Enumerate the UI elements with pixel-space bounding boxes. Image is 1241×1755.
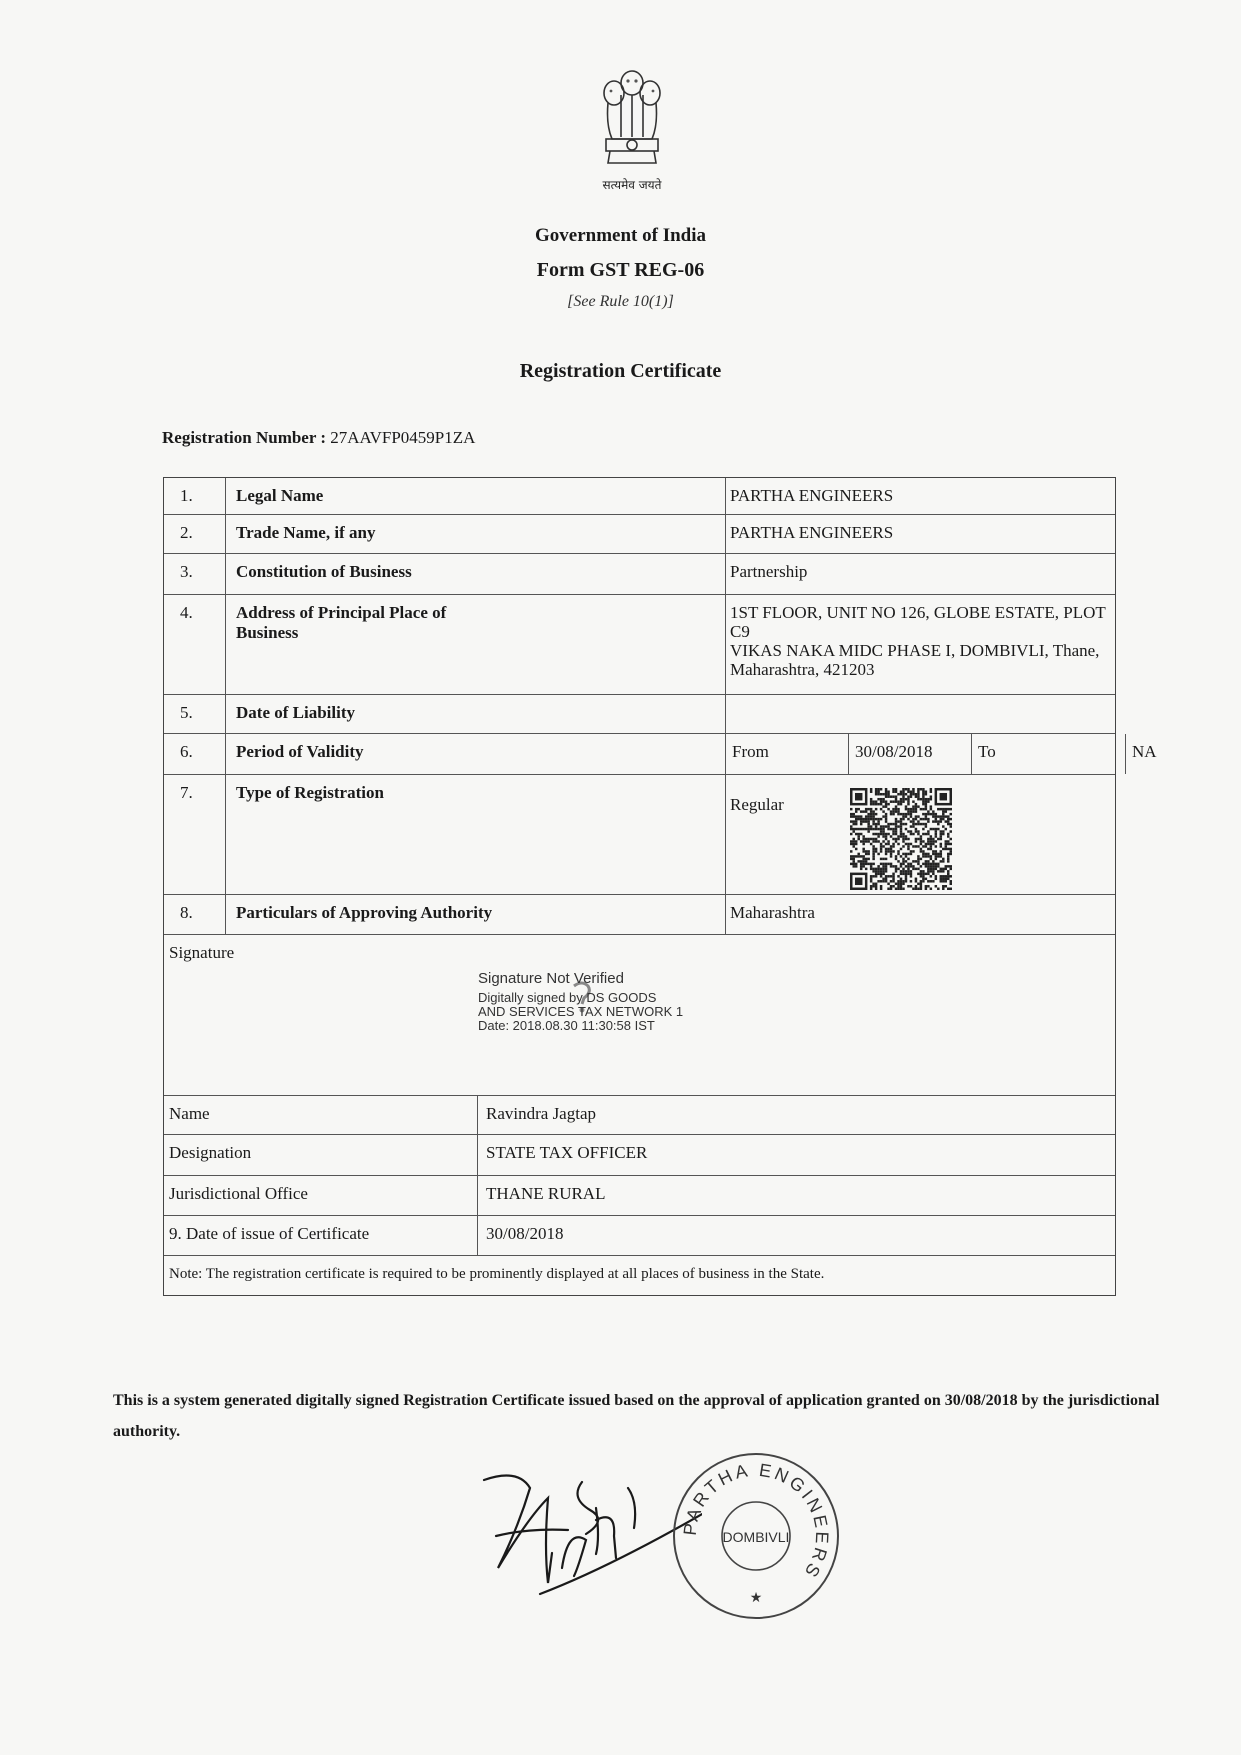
signed-by-line: Digitally signed by DS GOODS — [478, 990, 657, 1005]
row-number: 8. — [164, 895, 226, 934]
table-row — [164, 595, 1115, 695]
form-title: Form GST REG-06 — [536, 259, 705, 281]
constitution-label: Constitution of Business — [226, 554, 726, 594]
table-row — [164, 895, 1115, 935]
designation-value: STATE TAX OFFICER — [486, 1143, 648, 1162]
signature-label: Signature — [169, 943, 235, 962]
government-heading: Government of India — [535, 225, 706, 246]
validity-to-date: NA — [1132, 742, 1157, 761]
registration-type-label: Type of Registration — [226, 775, 726, 894]
issue-date-label: 9. Date of issue of Certificate — [164, 1216, 478, 1255]
registration-number-value: 27AAVFP0459P1ZA — [330, 428, 476, 447]
officer-name-label: Name — [164, 1096, 478, 1134]
stamp-star-icon: ★ — [749, 1591, 763, 1606]
stamp-ring-text: PARTHA ENGINEERS — [679, 1459, 833, 1583]
designation-label: Designation — [164, 1135, 478, 1175]
legal-name-value: PARTHA ENGINEERS — [730, 486, 894, 505]
legal-name-label: Legal Name — [226, 478, 726, 514]
table-row — [164, 478, 1115, 515]
approving-authority-label: Particulars of Approving Authority — [226, 895, 726, 934]
address-label — [226, 595, 726, 694]
table-row — [164, 775, 1115, 895]
registration-number-label: Registration Number : — [162, 428, 326, 447]
table-row — [164, 1096, 1115, 1135]
table-row — [164, 1176, 1115, 1216]
row-number: 7. — [164, 775, 226, 894]
row-number: 3. — [164, 554, 226, 594]
address-line: VIKAS NAKA MIDC PHASE I, DOMBIVLI, Thane, — [730, 641, 1100, 660]
row-number: 6. — [164, 734, 226, 774]
table-row — [164, 695, 1115, 734]
national-emblem-icon — [594, 65, 670, 173]
officer-name-value: Ravindra Jagtap — [486, 1104, 596, 1123]
table-row — [164, 1216, 1115, 1256]
address-line: 1ST FLOOR, UNIT NO 126, GLOBE ESTATE, PLOT C9 — [730, 603, 1106, 641]
trade-name-value: PARTHA ENGINEERS — [730, 523, 894, 542]
rule-reference: [See Rule 10(1)] — [567, 293, 674, 310]
table-row — [164, 1135, 1115, 1176]
validity-from-date: 30/08/2018 — [849, 734, 972, 774]
system-generated-note: This is a system generated digitally signed Registration Certificate issued based on the approval of application granted on 30/08/2018 by the jurisdictional authority. — [113, 1392, 1160, 1440]
row-number: 4. — [164, 595, 226, 694]
table-row — [164, 734, 1157, 775]
table-row — [164, 1256, 1115, 1295]
registration-table — [163, 477, 1157, 1296]
address-label-line: Address of Principal Place of — [236, 603, 447, 622]
jurisdictional-office-value: THANE RURAL — [486, 1184, 606, 1203]
table-row — [164, 554, 1115, 595]
qr-code-icon[interactable] — [850, 788, 952, 890]
stamp-center-text: DOMBIVLI — [722, 1529, 790, 1545]
date-of-liability-label: Date of Liability — [226, 695, 726, 733]
validity-to-label: To — [972, 734, 1126, 774]
row-number: 2. — [164, 515, 226, 553]
table-row — [164, 515, 1115, 554]
trade-name-label: Trade Name, if any — [226, 515, 726, 553]
constitution-value: Partnership — [730, 562, 808, 581]
signature-status: Signature Not Verified — [478, 970, 624, 987]
certificate-title: Registration Certificate — [519, 360, 722, 382]
issue-date-value: 30/08/2018 — [486, 1224, 564, 1243]
registration-number-line — [162, 428, 475, 448]
address-line: Maharashtra, 421203 — [730, 660, 875, 679]
svg-text:PARTHA ENGINEERS — [680, 1460, 833, 1583]
approving-authority-value: Maharashtra — [730, 903, 815, 922]
row-number: 5. — [164, 695, 226, 733]
digital-signature-block — [478, 970, 683, 1033]
period-of-validity-label: Period of Validity — [226, 734, 726, 774]
registration-type-value: Regular — [730, 795, 784, 814]
jurisdictional-office-label: Jurisdictional Office — [164, 1176, 478, 1215]
address-value — [726, 595, 1115, 694]
validity-from-label: From — [726, 734, 849, 774]
address-label-line: Business — [236, 623, 299, 642]
company-stamp-icon — [670, 1450, 842, 1622]
date-of-liability-value — [726, 695, 1115, 733]
emblem-motto: सत्यमेव जयते — [602, 178, 662, 192]
row-number: 1. — [164, 478, 226, 514]
signature-date: Date: 2018.08.30 11:30:58 IST — [478, 1018, 655, 1033]
handwritten-signature-icon — [478, 1458, 702, 1598]
display-note: Note: The registration certificate is required to be prominently displayed at all places of business in the State. — [169, 1266, 825, 1282]
signed-by-line: AND SERVICES TAX NETWORK 1 — [478, 1004, 684, 1019]
